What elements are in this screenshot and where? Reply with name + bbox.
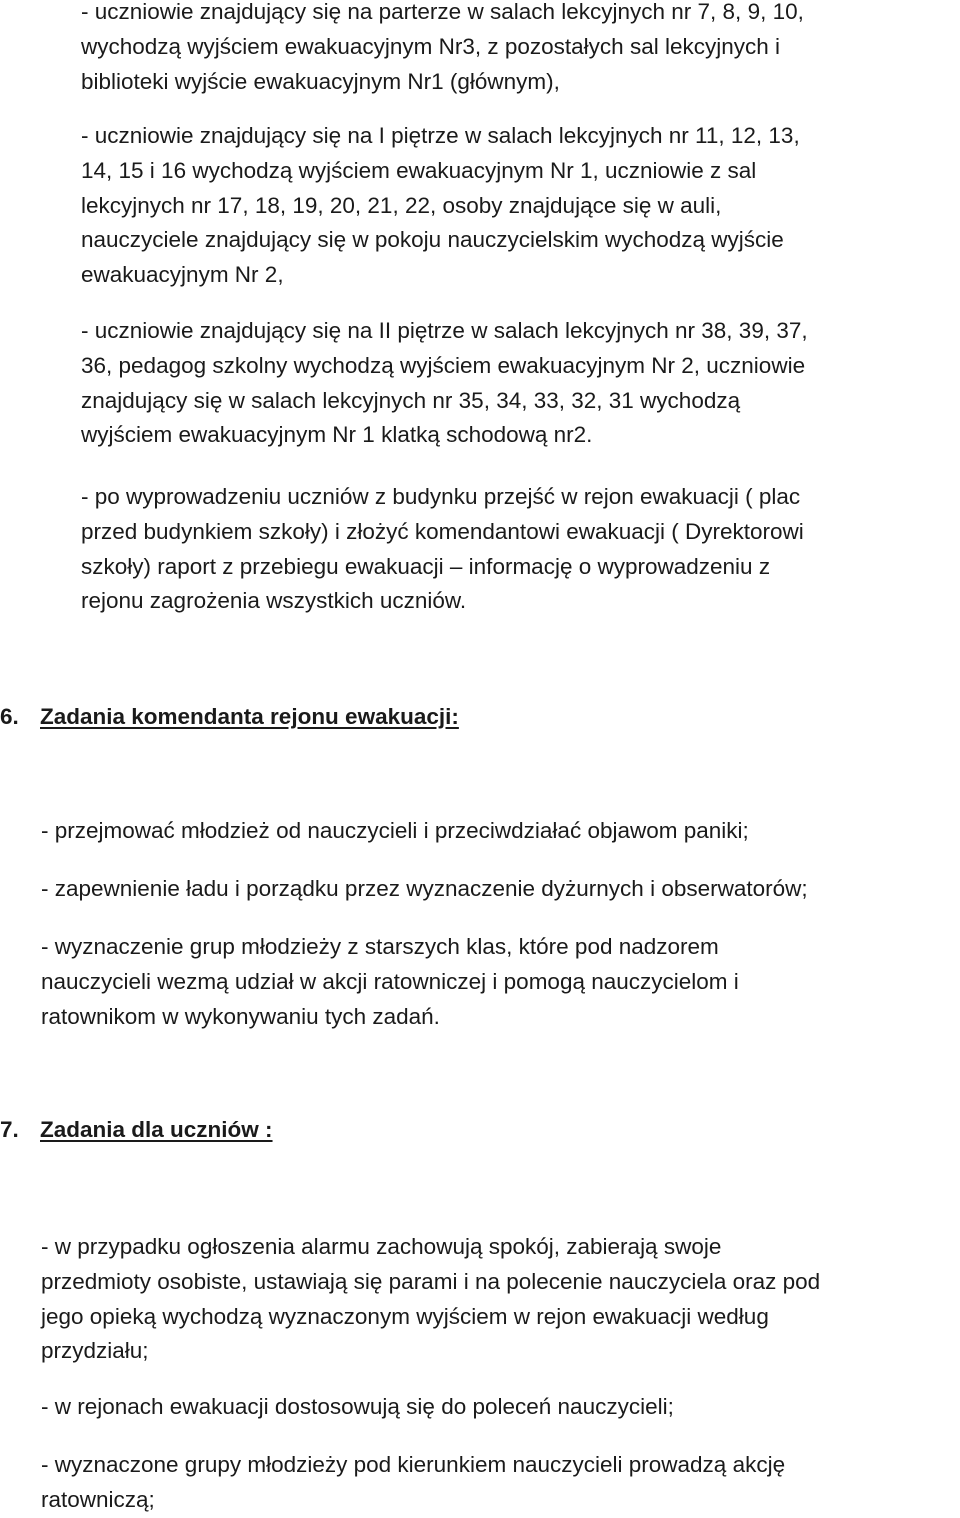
- list-item: [41, 1448, 785, 1518]
- list-item: [41, 872, 808, 907]
- paragraph-first-floor-evacuation: [81, 119, 800, 293]
- text-line: wychodzą wyjściem ewakuacyjnym Nr3, z pozostałych sal lekcyjnych i: [81, 33, 780, 59]
- text-line: - po wyprowadzeniu uczniów z budynku przejść w rejon ewakuacji ( plac: [81, 484, 801, 509]
- list-item: [41, 814, 749, 849]
- text-line: - w rejonach ewakuacji dostosowują się do poleceń nauczycieli;: [41, 1394, 674, 1419]
- text-line: przed budynkiem szkoły) i złożyć komendantowi ewakuacji ( Dyrektorowi: [81, 518, 804, 544]
- section-number: 7.: [0, 1117, 19, 1142]
- text-line: nauczycieli wezmą udział w akcji ratowniczej i pomogą nauczycielom i: [41, 968, 739, 994]
- paragraph-ground-floor-evacuation: [81, 0, 804, 99]
- text-line: biblioteki wyjście ewakuacyjnym Nr1 (głównym),: [81, 68, 560, 94]
- text-line: lekcyjnych nr 17, 18, 19, 20, 21, 22, osoby znajdujące się w auli,: [81, 192, 722, 218]
- list-item: [41, 1230, 820, 1369]
- text-line: wyjściem ewakuacyjnym Nr 1 klatką schodową nr2.: [81, 422, 593, 448]
- text-line: - wyznaczone grupy młodzieży pod kierunkiem nauczycieli prowadzą akcję: [41, 1452, 786, 1477]
- text-line: 36, pedagog szkolny wychodzą wyjściem ewakuacyjnym Nr 2, uczniowie: [81, 352, 806, 378]
- section-title: Zadania dla uczniów :: [40, 1117, 273, 1142]
- text-line: przydziału;: [41, 1338, 149, 1364]
- text-line: znajdujący się w salach lekcyjnych nr 35, 34, 33, 32, 31 wychodzą: [81, 387, 741, 413]
- section-6-heading: [0, 700, 700, 736]
- text-line: - uczniowie znajdujący się na parterze w salach lekcyjnych nr 7, 8, 9, 10,: [81, 0, 804, 24]
- text-line: - uczniowie znajdujący się na I piętrze w salach lekcyjnych nr 11, 12, 13,: [81, 123, 800, 148]
- text-line: nauczyciele znajdujący się w pokoju nauczycielskim wychodzą wyjście: [81, 227, 784, 253]
- text-line: 14, 15 i 16 wychodzą wyjściem ewakuacyjnym Nr 1, uczniowie z sal: [81, 157, 757, 183]
- section-title: Zadania komendanta rejonu ewakuacji:: [40, 704, 459, 729]
- text-line: - przejmować młodzież od nauczycieli i przeciwdziałać objawom paniki;: [41, 818, 749, 843]
- section-7-heading: [0, 1113, 700, 1149]
- text-line: ratownikom w wykonywaniu tych zadań.: [41, 1003, 440, 1029]
- text-line: ratowniczą;: [41, 1486, 155, 1512]
- paragraph-after-evacuation-report: [81, 480, 804, 619]
- list-item: [41, 930, 739, 1034]
- text-line: szkoły) raport z przebiegu ewakuacji – informację o wyprowadzeniu z: [81, 553, 771, 579]
- text-line: - zapewnienie ładu i porządku przez wyznaczenie dyżurnych i obserwatorów;: [41, 876, 808, 901]
- text-line: - w przypadku ogłoszenia alarmu zachowują spokój, zabierają swoje: [41, 1234, 722, 1259]
- text-line: rejonu zagrożenia wszystkich uczniów.: [81, 588, 467, 614]
- text-line: jego opieką wychodzą wyznaczonym wyjściem w rejon ewakuacji według: [41, 1303, 769, 1329]
- text-line: ewakuacyjnym Nr 2,: [81, 262, 284, 288]
- paragraph-second-floor-evacuation: [81, 314, 808, 453]
- text-line: przedmioty osobiste, ustawiają się parami i na polecenie nauczyciela oraz pod: [41, 1268, 821, 1294]
- text-line: - uczniowie znajdujący się na II piętrze w salach lekcyjnych nr 38, 39, 37,: [81, 318, 808, 343]
- list-item: [41, 1390, 674, 1425]
- text-line: - wyznaczenie grup młodzieży z starszych klas, które pod nadzorem: [41, 934, 719, 959]
- section-number: 6.: [0, 704, 19, 729]
